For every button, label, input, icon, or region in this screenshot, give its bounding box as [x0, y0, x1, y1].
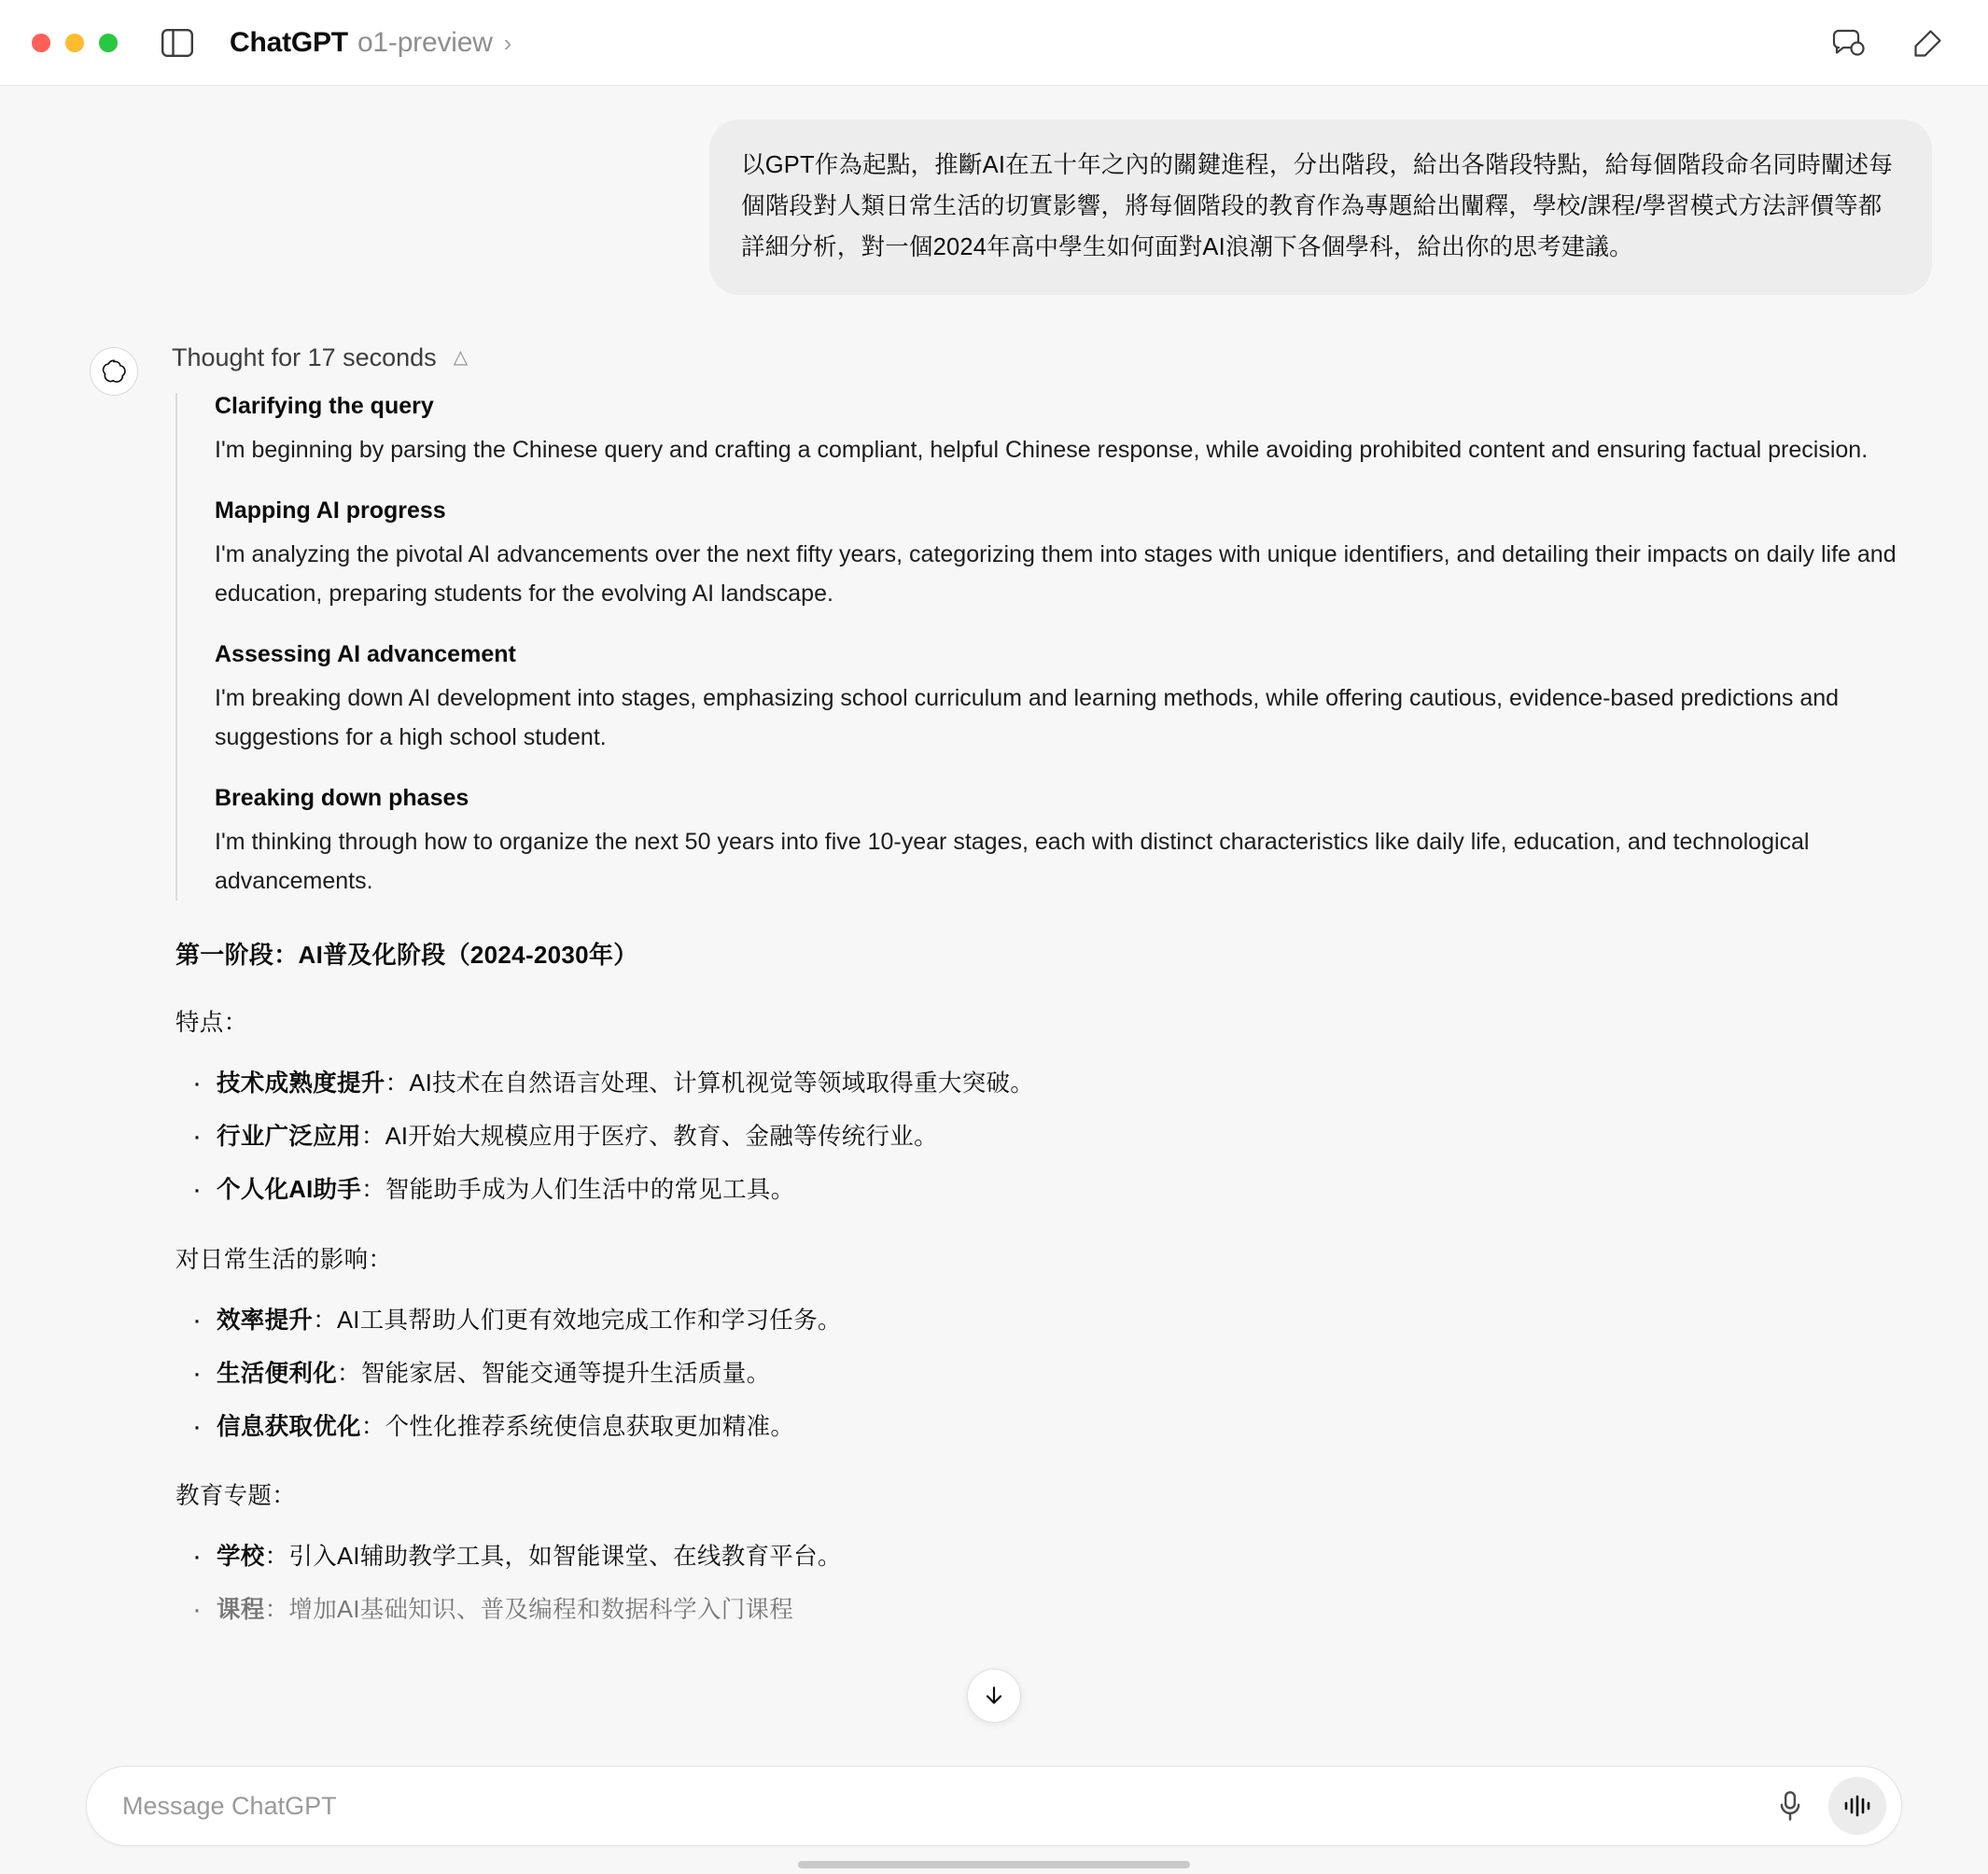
list-item-desc: ：AI工具帮助人们更有效地完成工作和学习任务。 — [313, 1307, 842, 1334]
thought-step-title: Mapping AI progress — [215, 497, 446, 524]
list-item-desc: ：智能家居、智能交通等提升生活质量。 — [337, 1360, 771, 1387]
assistant-answer — [172, 936, 1932, 1628]
titlebar-actions — [1829, 24, 1956, 62]
thought-toggle[interactable] — [172, 343, 1932, 372]
thought-step-text: I'm analyzing the pivotal AI advancements over the next fifty years, categorizing them into stages with unique identifiers, and detailing their impacts on daily life and education, preparing students for the evolving AI landscape. — [215, 541, 1897, 607]
microphone-icon[interactable] — [1765, 1781, 1815, 1831]
list-item-term: 效率提升 — [217, 1307, 314, 1334]
list-item — [192, 1121, 1932, 1154]
list-item — [192, 1594, 1932, 1627]
thought-step — [215, 785, 1932, 901]
list-item-term: 行业广泛应用 — [217, 1124, 361, 1151]
answer-list-features — [175, 1068, 1932, 1208]
answer-list-impacts — [175, 1305, 1932, 1445]
model-name: o1-preview — [357, 26, 493, 58]
thought-step-text: I'm beginning by parsing the Chinese query and crafting a compliant, helpful Chinese response, while avoiding prohibited content and ensuring factual precision. — [215, 436, 1869, 463]
list-item — [192, 1541, 1932, 1573]
thought-label: Thought for 17 seconds — [172, 343, 437, 371]
answer-section-label: 教育专题： — [175, 1483, 297, 1510]
page-title[interactable] — [230, 27, 511, 59]
new-chat-icon[interactable] — [1910, 24, 1947, 62]
list-item-desc: ：增加AI基础知识、普及编程和数据科学入门课程 — [264, 1597, 794, 1624]
list-item-term: 生活便利化 — [217, 1360, 338, 1387]
assistant-body — [172, 343, 1932, 1661]
thought-step — [215, 393, 1932, 470]
maximize-window-button[interactable] — [99, 34, 118, 52]
conversation-content — [0, 86, 1988, 1661]
list-item-desc: ：个性化推荐系统使信息获取更加精准。 — [360, 1414, 795, 1441]
list-item-desc: ：引入AI辅助教学工具，如智能课堂、在线教育平台。 — [264, 1544, 842, 1571]
list-item-term: 课程 — [217, 1597, 265, 1624]
list-item-desc: ：智能助手成为人们生活中的常见工具。 — [361, 1177, 795, 1204]
list-item-term: 信息获取优化 — [217, 1414, 361, 1441]
scroll-to-bottom-button[interactable] — [967, 1669, 1021, 1723]
thought-step-title: Breaking down phases — [215, 785, 469, 812]
app-name: ChatGPT — [230, 26, 348, 58]
sidebar-toggle-icon[interactable] — [157, 22, 198, 63]
thought-step — [215, 497, 1932, 613]
title-bar — [0, 0, 1988, 86]
thought-step-title: Clarifying the query — [215, 392, 434, 419]
thought-step — [215, 641, 1932, 757]
user-message-bubble: 以GPT作為起點，推斷AI在五十年之內的關鍵進程，分出階段，給出各階段特點，給每個階段命名同時闡述每個階段對人類日常生活的切實影響，將每個階段的教育作為專題給出闡釋，學校/課程/學習模式方法評價等都詳細分析，對一個2024年高中學生如何面對AI浪潮下各個學科，給出你的思考建議。 — [709, 119, 1932, 295]
user-message-row — [56, 119, 1932, 295]
answer-heading: 第一阶段：AI普及化阶段（2024-2030年） — [175, 941, 638, 970]
close-window-button[interactable] — [32, 34, 50, 52]
window-controls[interactable] — [32, 34, 118, 52]
home-indicator — [798, 1861, 1190, 1868]
list-item — [192, 1305, 1932, 1337]
thought-steps — [175, 393, 1932, 902]
thought-step-text: I'm breaking down AI development into stages, emphasizing school curriculum and learning methods, while offering cautious, evidence-based predictions and suggestions for a high school student. — [215, 685, 1840, 750]
chevron-up-icon[interactable]: △ — [453, 346, 469, 368]
list-item — [192, 1174, 1932, 1207]
answer-section-label: 对日常生活的影响： — [175, 1246, 393, 1273]
composer-area — [0, 1741, 1988, 1874]
chevron-right-icon[interactable]: › — [503, 28, 512, 57]
answer-list-education — [175, 1541, 1932, 1627]
temporary-chat-icon[interactable] — [1829, 24, 1867, 62]
assistant-avatar — [90, 347, 138, 396]
answer-section-label: 特点： — [175, 1010, 248, 1037]
thought-step-text: I'm thinking through how to organize the next 50 years into five 10-year stages, each with distinct characteristics like daily life, education, and technological advancements. — [215, 829, 1810, 894]
list-item-term: 个人化AI助手 — [217, 1177, 362, 1204]
thought-step-title: Assessing AI advancement — [215, 641, 516, 668]
list-item — [192, 1411, 1932, 1444]
list-item-desc: ：AI开始大规模应用于医疗、教育、金融等传统行业。 — [360, 1124, 938, 1151]
list-item-desc: ：AI技术在自然语言处理、计算机视觉等领域取得重大突破。 — [385, 1070, 1035, 1098]
composer[interactable] — [86, 1766, 1902, 1846]
conversation-scroll-area[interactable] — [0, 86, 1988, 1741]
minimize-window-button[interactable] — [65, 34, 84, 52]
assistant-message-row — [56, 343, 1932, 1661]
list-item — [192, 1068, 1932, 1100]
voice-mode-icon[interactable] — [1828, 1777, 1886, 1835]
list-item — [192, 1358, 1932, 1391]
list-item-term: 学校 — [217, 1544, 265, 1571]
message-input[interactable] — [120, 1791, 1765, 1822]
list-item-term: 技术成熟度提升 — [217, 1070, 385, 1098]
